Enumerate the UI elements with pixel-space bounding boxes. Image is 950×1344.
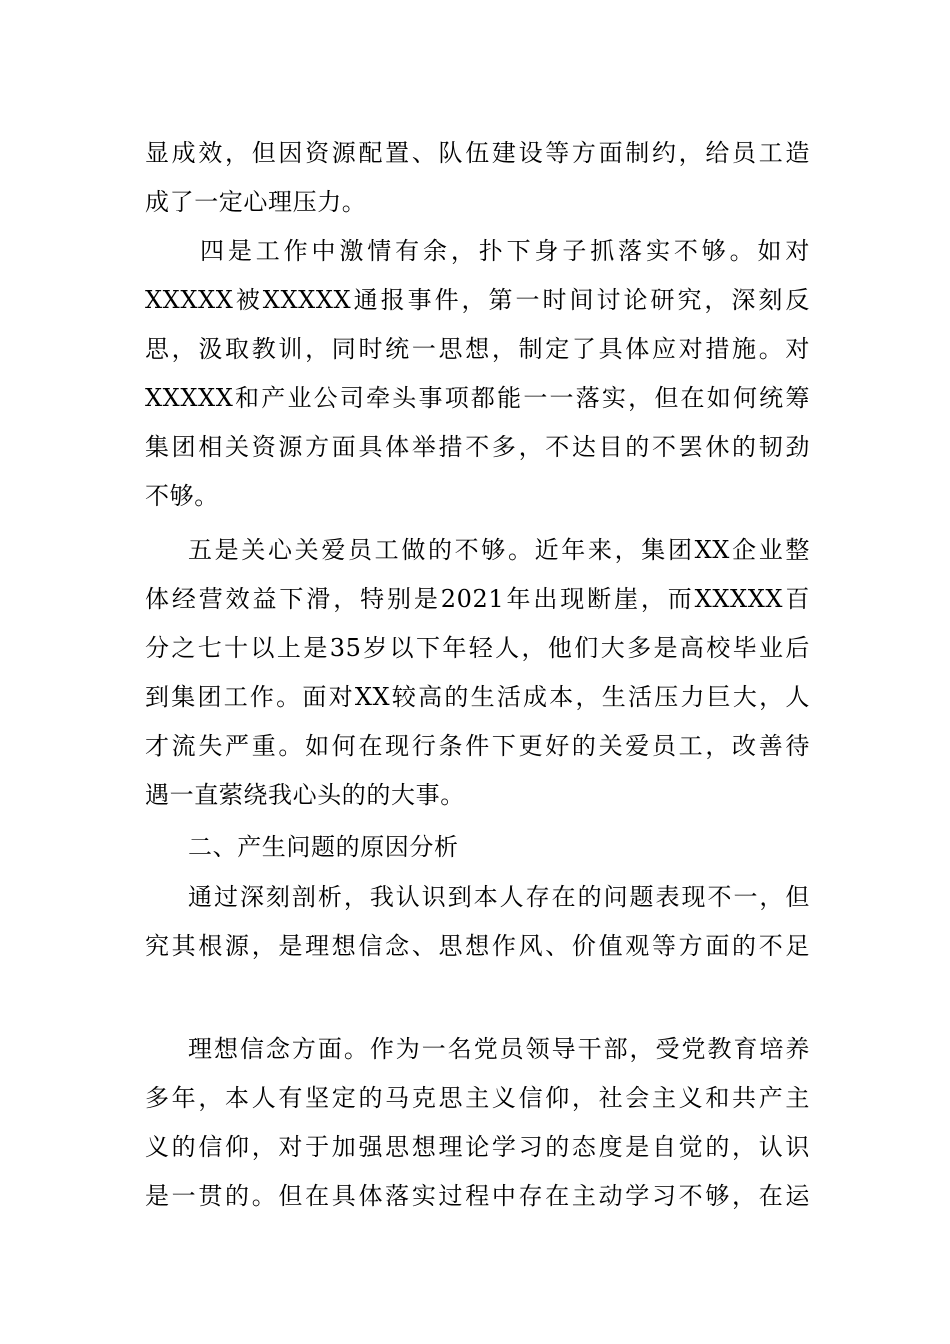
text-line-20: 义的信仰，对于加强思想理论学习的态度是自觉的，认识 bbox=[145, 1133, 810, 1161]
text-line-5: 思，汲取教训，同时统一思想，制定了具体应对措施。对 bbox=[145, 335, 810, 363]
text-line-4: XXXXX被XXXXX通报事件，第一时间讨论研究，深刻反 bbox=[145, 286, 810, 314]
text-line-21: 是一贯的。但在具体落实过程中存在主动学习不够，在运 bbox=[145, 1182, 810, 1210]
text-line-17: 究其根源，是理想信念、思想作风、价值观等方面的不足 bbox=[145, 932, 810, 960]
text-line-10: 体经营效益下滑，特别是2021年出现断崖，而XXXXX百 bbox=[145, 585, 810, 613]
text-line-19: 多年，本人有坚定的马克思主义信仰，社会主义和共产主 bbox=[145, 1084, 810, 1112]
text-line-1: 显成效，但因资源配置、队伍建设等方面制约，给员工造 bbox=[145, 139, 810, 167]
analysis-paragraph-start: 通过深刻剖析，我认识到本人存在的问题表现不一，但 bbox=[188, 883, 810, 911]
text-line-11: 分之七十以上是35岁以下年轻人，他们大多是高校毕业后 bbox=[145, 634, 810, 662]
paragraph-4-start: 四是工作中激情有余，扑下身子抓落实不够。如对 bbox=[200, 237, 810, 265]
text-line-8: 不够。 bbox=[145, 482, 219, 510]
ideals-paragraph-start: 理想信念方面。作为一名党员领导干部，受党教育培养 bbox=[188, 1035, 810, 1063]
text-line-7: 集团相关资源方面具体举措不多，不达目的不罢休的韧劲 bbox=[145, 433, 810, 461]
text-line-13: 才流失严重。如何在现行条件下更好的关爱员工，改善待 bbox=[145, 732, 810, 760]
text-line-14: 遇一直萦绕我心头的的大事。 bbox=[145, 781, 465, 809]
text-line-12: 到集团工作。面对XX较高的生活成本，生活压力巨大，人 bbox=[145, 683, 810, 711]
paragraph-5-start: 五是关心关爱员工做的不够。近年来，集团XX企业整 bbox=[188, 536, 810, 564]
text-line-6: XXXXX和产业公司牵头事项都能一一落实，但在如何统筹 bbox=[145, 384, 810, 412]
text-line-2: 成了一定心理压力。 bbox=[145, 188, 367, 216]
section-heading: 二、产生问题的原因分析 bbox=[188, 833, 459, 861]
